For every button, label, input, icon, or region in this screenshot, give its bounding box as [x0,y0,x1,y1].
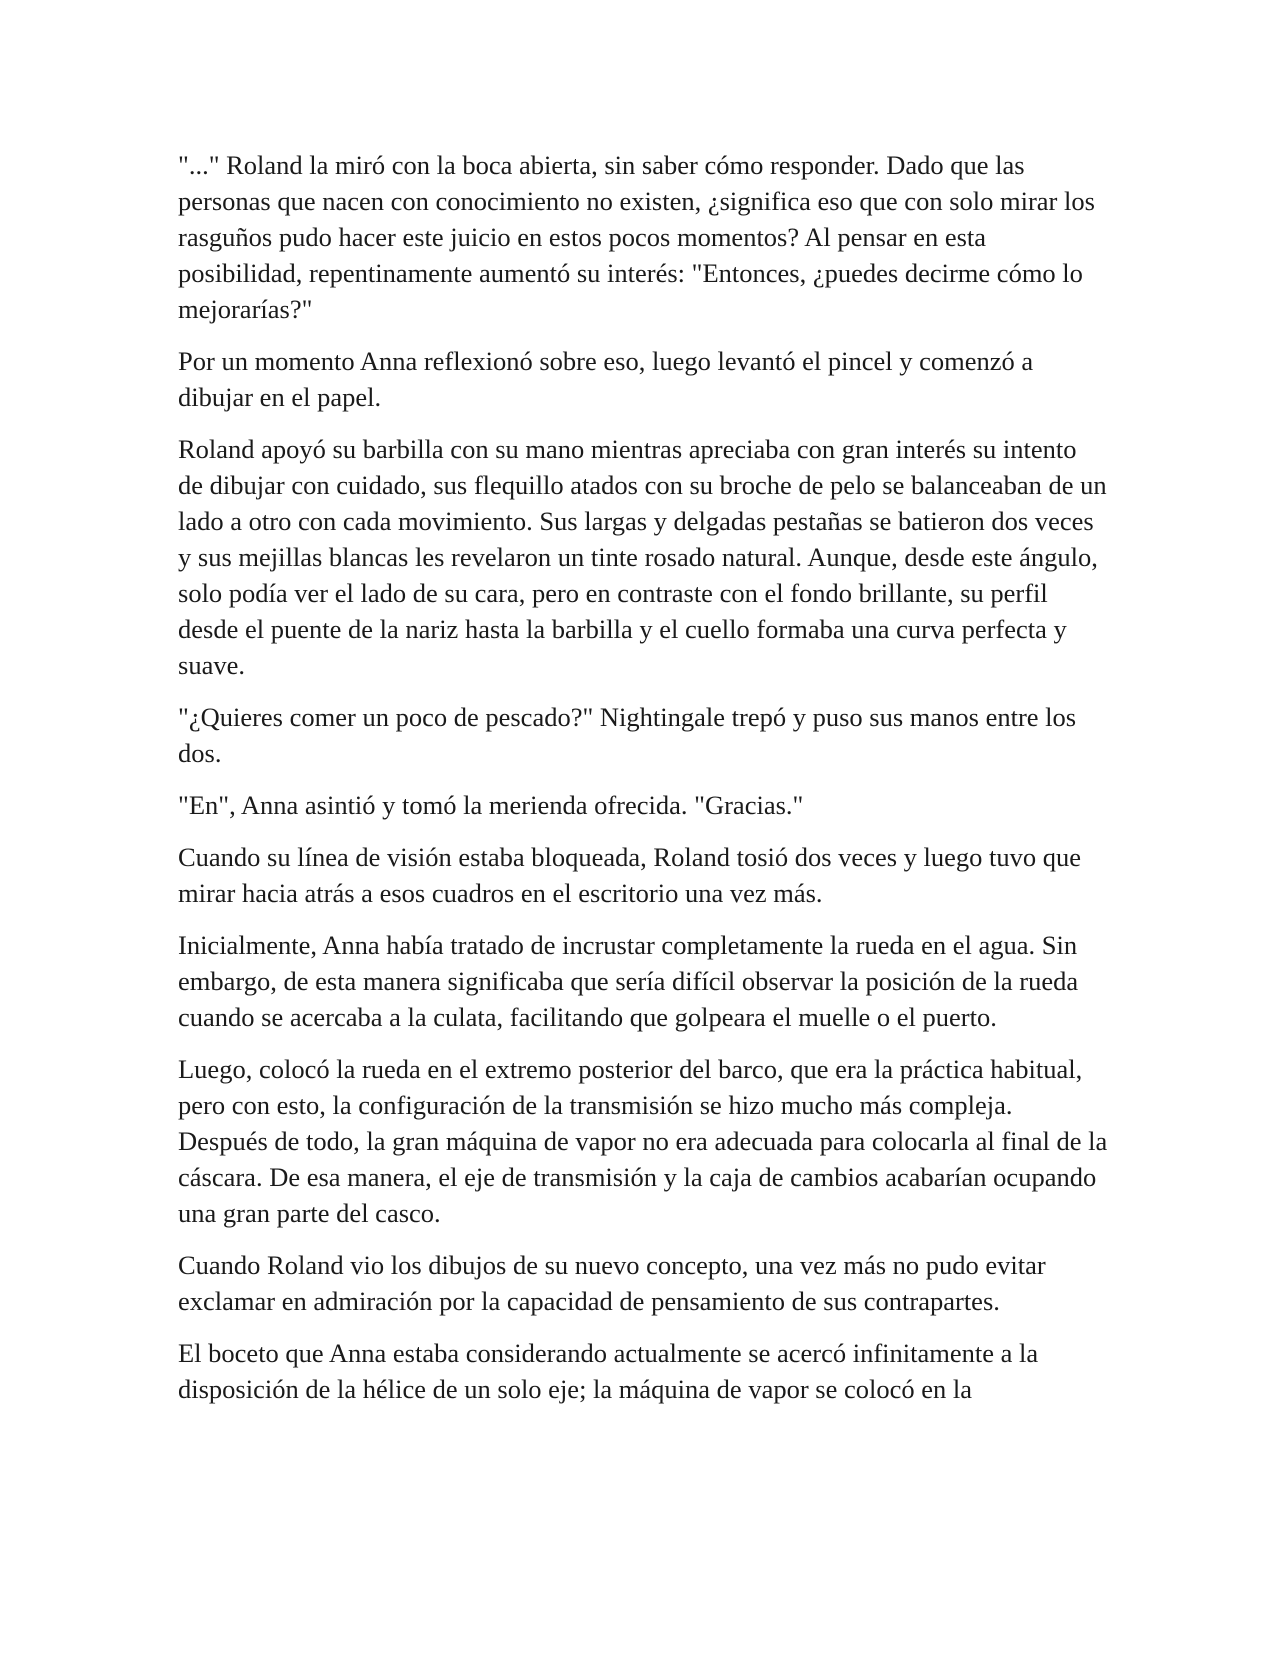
paragraph-10: El boceto que Anna estaba considerando actualmente se acercó infinitamente a la disposición de la hélice de un solo eje; la máquina de vapor se colocó en la [178,1338,1039,1404]
paragraph-3: Roland apoyó su barbilla con su mano mientras apreciaba con gran interés su intento de dibujar con cuidado, sus flequillo atados con su broche de pelo se balanceaban de un lado a otro con cada movimiento. Sus largas y delgadas pestañas se batieron dos veces y sus mejillas blancas les revelaron un tinte rosado natural. Aunque, desde este ángulo, solo podía ver el lado de su cara, pero en contraste con el fondo brillante, su perfil desde el puente de la nariz hasta la barbilla y el cuello formaba una curva perfecta y suave. [178,434,1107,680]
paragraph-5: "En", Anna asintió y tomó la merienda ofrecida. "Gracias." [178,790,804,820]
paragraph-8: Luego, colocó la rueda en el extremo posterior del barco, que era la práctica habitual, pero con esto, la configuración de la transmisión se hizo mucho más compleja. Después de todo, la gran máquina de vapor no era adecuada para colocarla al final de la cáscara. De esa manera, el eje de transmisión y la caja de cambios acabarían ocupando una gran parte del casco. [178,1054,1108,1228]
document-body [178,147,1108,1423]
paragraph-9: Cuando Roland vio los dibujos de su nuevo concepto, una vez más no pudo evitar exclamar en admiración por la capacidad de pensamiento de sus contrapartes. [178,1250,1046,1316]
paragraph-1: "..." Roland la miró con la boca abierta, sin saber cómo responder. Dado que las personas que nacen con conocimiento no existen, ¿significa eso que con solo mirar los rasguños pudo hacer este juicio en estos pocos momentos? Al pensar en esta posibilidad, repentinamente aumentó su interés: "Entonces, ¿puedes decirme cómo lo mejorarías?" [178,150,1095,324]
paragraph-6: Cuando su línea de visión estaba bloqueada, Roland tosió dos veces y luego tuvo que mirar hacia atrás a esos cuadros en el escritorio una vez más. [178,842,1082,908]
paragraph-2: Por un momento Anna reflexionó sobre eso, luego levantó el pincel y comenzó a dibujar en el papel. [178,346,1034,412]
paragraph-7: Inicialmente, Anna había tratado de incrustar completamente la rueda en el agua. Sin embargo, de esta manera significaba que sería difícil observar la posición de la rueda cuando se acercaba a la culata, facilitando que golpeara el muelle o el puerto. [178,930,1079,1032]
paragraph-4: "¿Quieres comer un poco de pescado?" Nightingale trepó y puso sus manos entre los dos. [178,702,1077,768]
